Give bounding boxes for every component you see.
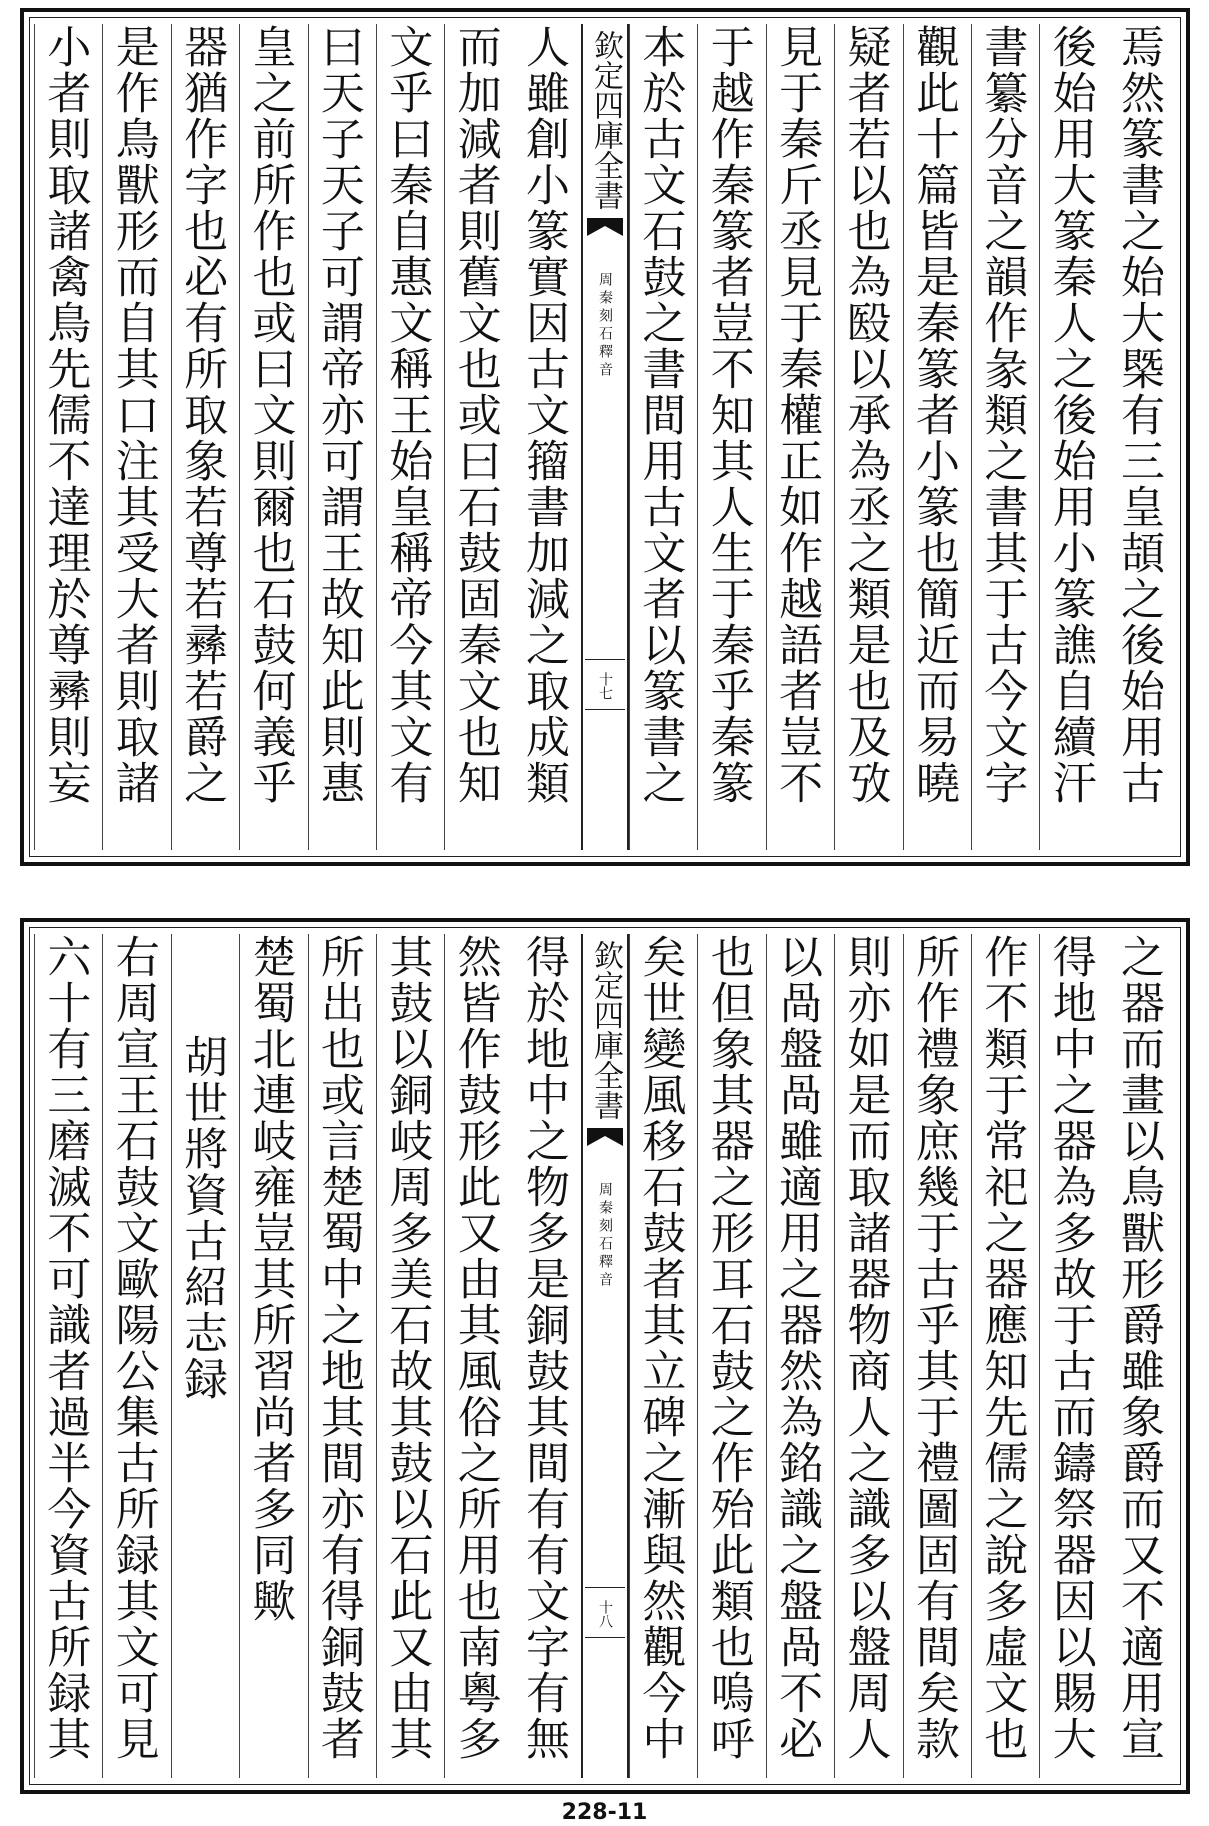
- text-column: 書纂分音之韻作彖類之書其于古今文字: [971, 24, 1039, 850]
- upper-page: [20, 8, 1190, 866]
- text-column: 本於古文石鼓之書間用古文者以篆書之: [629, 24, 697, 850]
- text-column: 得於地中之物多是銅鼓其間有有文字有無: [517, 934, 569, 1762]
- book-title: 欽定四庫全書: [587, 940, 623, 1120]
- text-column: 作不類于常祀之器應知先儒之說多虛文也: [971, 934, 1039, 1778]
- book-title: 欽定四庫全書: [587, 30, 623, 210]
- text-column: 胡世將資古紹志録: [171, 934, 239, 1778]
- page-number-footer: 228-11: [561, 1800, 648, 1825]
- text-column: 其鼓以銅岐周多美石故其鼓以石此又由其: [376, 934, 444, 1778]
- text-column: 所作禮象庶幾于古乎其于禮圖固有間矣款: [903, 934, 971, 1778]
- text-column: 是作鳥獸形而自其口注其受大者則取諸: [102, 24, 170, 850]
- text-column: 也但象其器之形耳石鼓之作殆此類也嗚呼: [697, 934, 765, 1778]
- text-column: 後始用大篆秦人之後始用小篆譙自續汗: [1039, 24, 1107, 850]
- text-column: 之器而畫以鳥獸形爵雖象爵而又不適用宣: [1113, 934, 1164, 1762]
- text-column: 疑者若以也為殹以承為丞之類是也及攷: [834, 24, 902, 850]
- text-column: 楚蜀北連岐雍豈其所習尚者多同歟: [239, 934, 307, 1778]
- strip-divider: [585, 709, 625, 710]
- text-column: 以咼盤咼雖適用之器然為銘識之盤咼不必: [766, 934, 834, 1778]
- text-column: 右周宣王石鼓文歐陽公集古所録其文可見: [102, 934, 170, 1778]
- folio-number: 十八: [596, 1600, 613, 1628]
- fishtail-mark-icon: [587, 1128, 623, 1146]
- text-column: 觀此十篇皆是秦篆者小篆也簡近而易曉: [903, 24, 971, 850]
- text-column: 小者則取諸禽鳥先儒不達理於尊彞則妄: [34, 24, 102, 850]
- text-column: 見于秦斤丞見于秦權正如作越語者豈不: [766, 24, 834, 850]
- strip-divider: [585, 1587, 625, 1588]
- chapter-title: 周秦刻石釋音: [596, 272, 613, 380]
- strip-divider: [585, 659, 625, 660]
- text-column: 然皆作鼓形此又由其風俗之所用也南粵多: [444, 934, 512, 1778]
- text-column: 人雖創小篆實因古文籀書加減之取成類: [517, 24, 569, 806]
- text-column: 皇之前所作也或曰文則爾也石鼓何義乎: [239, 24, 307, 850]
- text-column: 得地中之器為多故于古而鑄祭器因以賜大: [1039, 934, 1107, 1778]
- center-fold-strip: [581, 24, 629, 850]
- folio-number: 十七: [596, 672, 613, 700]
- text-column: 所出也或言楚蜀中之地其間亦有得銅鼓者: [308, 934, 376, 1778]
- fishtail-mark-icon: [587, 218, 623, 236]
- text-column: 焉然篆書之始大槩有三皇頡之後始用古: [1113, 24, 1164, 806]
- chapter-title: 周秦刻石釋音: [596, 1182, 613, 1290]
- text-column: 矣世變風移石鼓者其立碑之漸與然觀今中: [629, 934, 697, 1778]
- center-fold-strip: [581, 934, 629, 1778]
- text-column: 于越作秦篆者豈不知其人生于秦乎秦篆: [697, 24, 765, 850]
- text-column: 文乎曰秦自惠文稱王始皇稱帝今其文有: [376, 24, 444, 850]
- text-column: 則亦如是而取諸器物商人之識多以盤周人: [834, 934, 902, 1778]
- strip-divider: [585, 1637, 625, 1638]
- lower-page: [20, 918, 1190, 1794]
- text-column: 六十有三磨滅不可識者過半今資古所録其: [34, 934, 102, 1778]
- text-column: 而加減者則舊文也或曰石鼓固秦文也知: [444, 24, 512, 850]
- text-column: 曰天子天子可謂帝亦可謂王故知此則惠: [308, 24, 376, 850]
- text-column: 器猶作字也必有所取象若尊若彞若爵之: [171, 24, 239, 850]
